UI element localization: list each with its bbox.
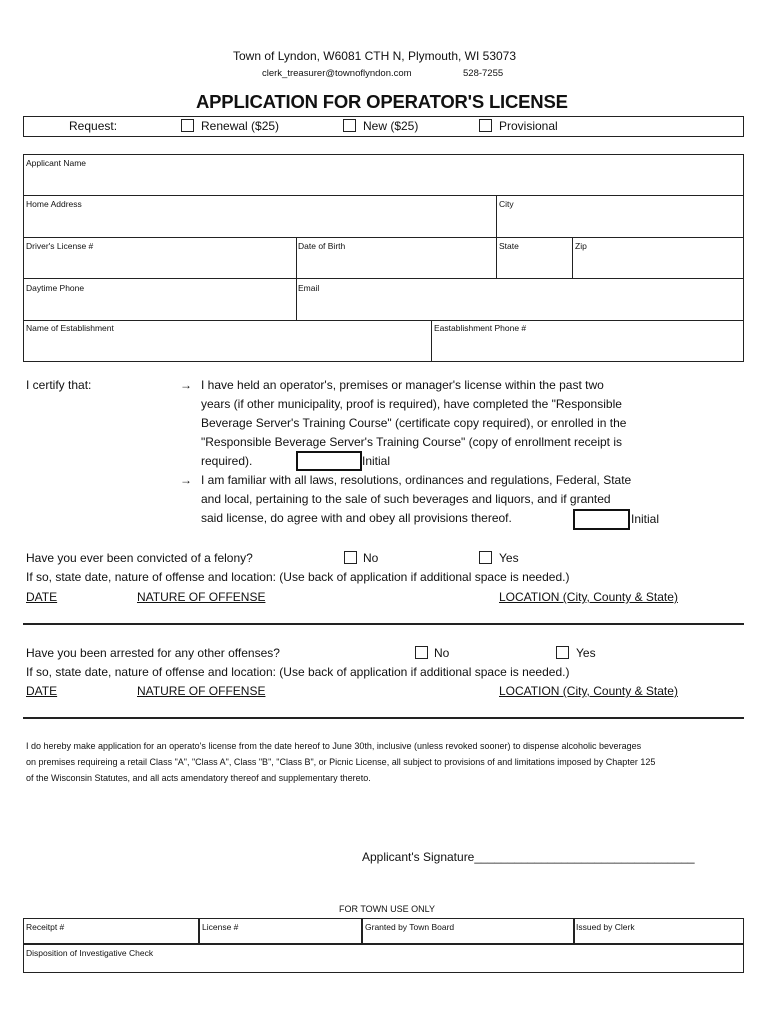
email-field[interactable]: Email — [298, 283, 320, 293]
felony-no-checkbox[interactable] — [344, 551, 357, 564]
felony-answer-line[interactable] — [23, 623, 744, 625]
license-number-field[interactable]: License # — [202, 922, 239, 932]
initial-box-1[interactable] — [296, 451, 362, 471]
arrest-yes-label: Yes — [576, 646, 596, 660]
initial-label-1: Initial — [362, 454, 391, 468]
provisional-checkbox[interactable] — [479, 119, 492, 132]
town-use-divider — [361, 918, 363, 943]
town-use-divider — [573, 918, 575, 943]
town-address: Town of Lyndon, W6081 CTH N, Plymouth, WI 53073 — [233, 49, 517, 63]
grid-divider — [431, 321, 432, 362]
request-label: Request: — [69, 119, 118, 133]
arrest-nature-header: NATURE OF OFFENSE — [137, 684, 266, 698]
arrow-icon: → — [180, 378, 192, 392]
felony-yes-checkbox[interactable] — [479, 551, 492, 564]
new-checkbox[interactable] — [343, 119, 356, 132]
provisional-label: Provisional — [499, 119, 558, 133]
arrest-question: Have you been arrested for any other offenses? — [26, 646, 280, 660]
arrest-no-label: No — [434, 646, 450, 660]
zip-field[interactable]: Zip — [575, 241, 587, 251]
arrest-no-checkbox[interactable] — [415, 646, 428, 659]
clerk-email: clerk_treasurer@townoflyndon.com — [262, 68, 412, 79]
establishment-phone-field[interactable]: Eastablishment Phone # — [434, 323, 527, 333]
arrest-answer-line[interactable] — [23, 717, 744, 719]
clerk-phone: 528-7255 — [463, 68, 504, 79]
applicant-info-grid — [23, 154, 744, 362]
issued-by-clerk-field[interactable]: Issued by Clerk — [576, 922, 635, 932]
town-use-divider — [23, 943, 744, 945]
granted-by-board-field[interactable]: Granted by Town Board — [365, 922, 455, 932]
felony-instructions: If so, state date, nature of offense and location: (Use back of application if additional space is needed.) — [26, 570, 570, 584]
initial-label-2: Initial — [631, 512, 660, 526]
arrow-icon: → — [180, 473, 192, 487]
grid-divider — [23, 278, 744, 279]
initial-box-2[interactable] — [573, 509, 630, 530]
disposition-field[interactable]: Disposition of Investigative Check — [26, 948, 154, 958]
state-field[interactable]: State — [499, 241, 519, 251]
grid-divider — [23, 237, 744, 238]
grid-divider — [23, 320, 744, 321]
certify-label: I certify that: — [26, 378, 92, 392]
renewal-checkbox[interactable] — [181, 119, 194, 132]
grid-divider — [572, 238, 573, 278]
grid-divider — [23, 195, 744, 196]
grid-divider — [496, 196, 497, 278]
form-title: APPLICATION FOR OPERATOR'S LICENSE — [196, 91, 568, 112]
daytime-phone-field[interactable]: Daytime Phone — [26, 283, 85, 293]
certify-item-1: I have held an operator's, premises or manager's license within the past two years (if other municipality, proof is required), have completed the "Responsible Beverage Server's Training Course" (certificate copy required), or enrolled in the "Responsible Beverage Server's Training Course" (copy of enrollment receipt is required). — [201, 378, 627, 468]
applicant-signature-line[interactable]: Applicant's Signature_________________________________ — [362, 850, 695, 864]
receipt-field[interactable]: Receitpt # — [26, 922, 65, 932]
town-use-heading: FOR TOWN USE ONLY — [339, 904, 436, 914]
home-address-field[interactable]: Home Address — [26, 199, 82, 209]
drivers-license-field[interactable]: Driver's License # — [26, 241, 94, 251]
grid-divider — [296, 238, 297, 320]
felony-yes-label: Yes — [499, 551, 519, 565]
declaration-text: I do hereby make application for an operato's license from the date hereof to June 30th, inclusive (unless revoked sooner) to dispense alcoholic beverages on premises requireing a retail Class "A", "Class A", Class "B", "Class B", or Picnic License, all subject to provisions of and limitations imposed by Chapter 125 of the Wisconsin Statutes, and all acts amendatory thereof and supplementary thereto. — [26, 741, 656, 783]
arrest-location-header: LOCATION (City, County & State) — [499, 684, 678, 698]
new-label: New ($25) — [363, 119, 419, 133]
city-field[interactable]: City — [499, 199, 514, 209]
applicant-name-field[interactable]: Applicant Name — [26, 158, 87, 168]
dob-field[interactable]: Date of Birth — [298, 241, 346, 251]
felony-no-label: No — [363, 551, 379, 565]
felony-location-header: LOCATION (City, County & State) — [499, 590, 678, 604]
felony-nature-header: NATURE OF OFFENSE — [137, 590, 266, 604]
renewal-label: Renewal ($25) — [201, 119, 280, 133]
certify-item-2: I am familiar with all laws, resolutions, ordinances and regulations, Federal, State and local, pertaining to the sale of such beverages and liquors, and if granted said license, do agree with and obey all provisions thereof. — [201, 473, 632, 525]
arrest-date-header: DATE — [26, 684, 58, 698]
town-use-divider — [198, 918, 200, 943]
felony-date-header: DATE — [26, 590, 58, 604]
felony-question: Have you ever been convicted of a felony? — [26, 551, 253, 565]
establishment-field[interactable]: Name of Establishment — [26, 323, 114, 333]
arrest-yes-checkbox[interactable] — [556, 646, 569, 659]
arrest-instructions: If so, state date, nature of offense and location: (Use back of application if additional space is needed.) — [26, 665, 570, 679]
